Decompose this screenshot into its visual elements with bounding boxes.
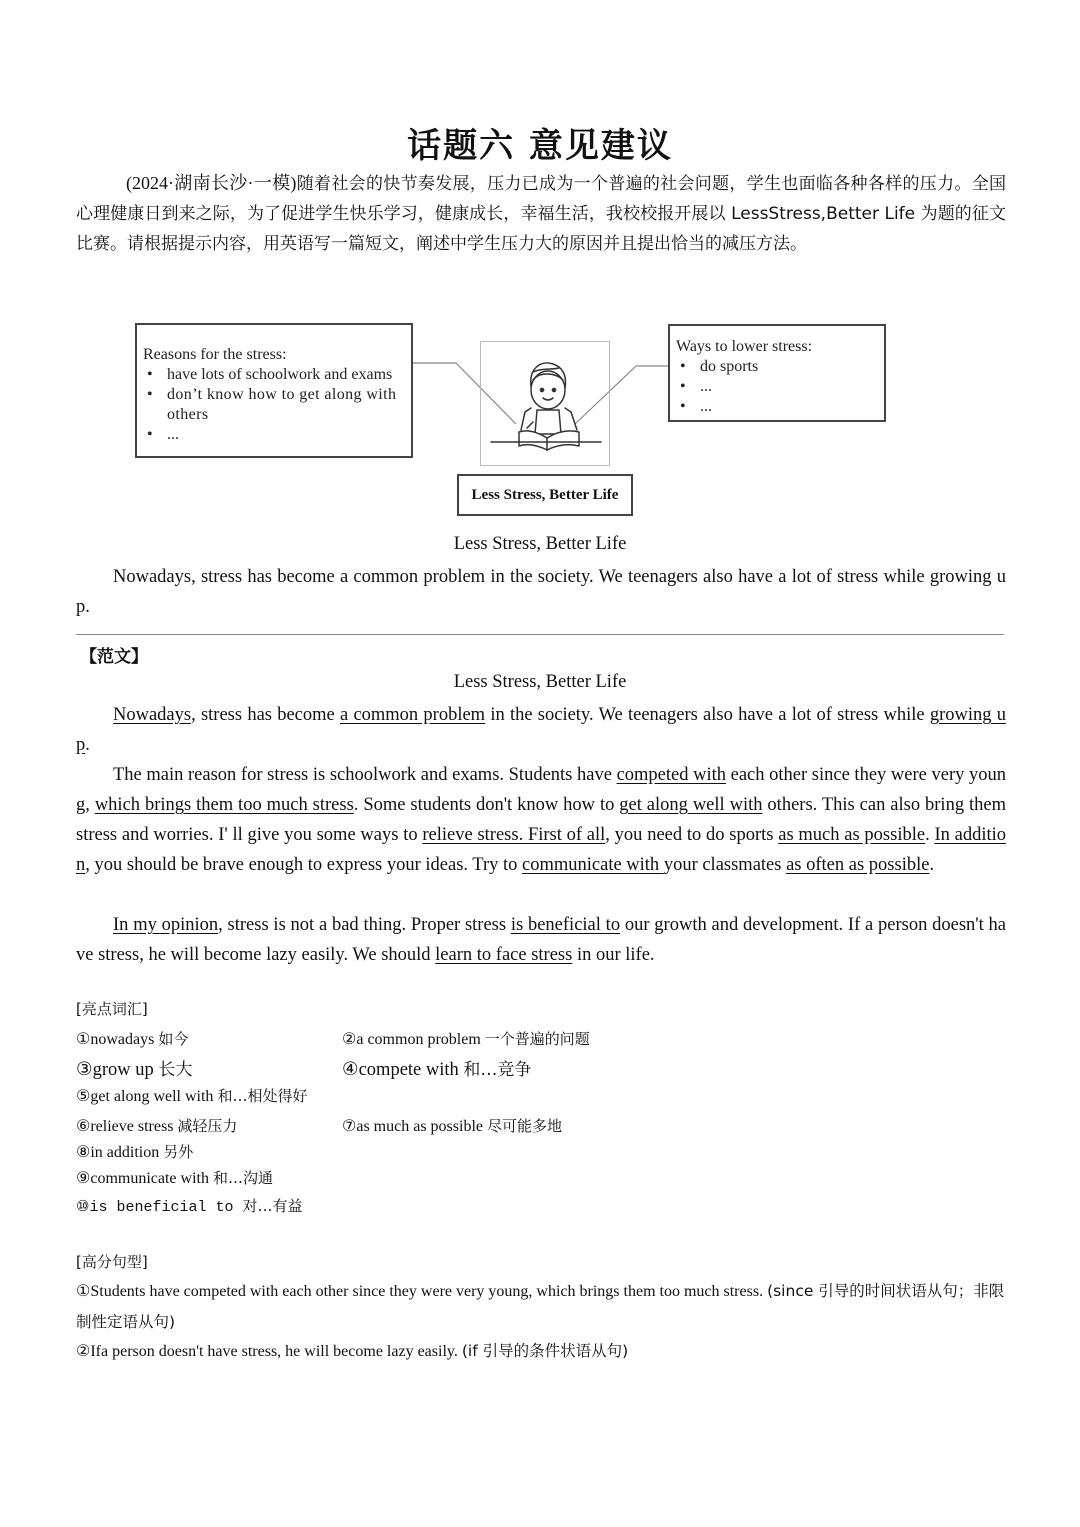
text-run: . Some students don't know how to — [353, 795, 620, 815]
text-run: The main reason for stress is schoolwork and exams. Students have — [113, 765, 617, 785]
vocab-en: is beneficial to — [89, 1199, 234, 1216]
ways-box — [668, 324, 886, 422]
highlight-phrase: relieve stress — [422, 825, 519, 845]
reasons-box — [135, 323, 413, 458]
model-title: Less Stress, Better Life — [453, 672, 627, 692]
task-source: (2024·湖南长沙·一模) — [126, 173, 297, 193]
sentences-label: [高分句型] — [76, 1253, 148, 1271]
highlight-phrase: . First of all — [518, 825, 606, 845]
figure-caption: Less Stress, Better Life — [457, 474, 633, 516]
vocab-en: communicate with — [90, 1170, 209, 1187]
vocab-num: ② — [342, 1031, 357, 1048]
reason-item: • have lots of schoolwork and exams — [167, 365, 411, 385]
text-run: . — [85, 735, 90, 755]
highlight-phrase: competed with — [616, 765, 726, 785]
highlight-phrase: as often as possible — [786, 855, 930, 875]
highlight-phrase: which brings them too much stress — [94, 795, 354, 815]
vocab-en: in addition — [90, 1144, 160, 1161]
text-run: , stress has become — [191, 705, 340, 725]
student-reading-icon — [481, 342, 609, 465]
text-run: our growth and development. If a person doesn't have stress, he will become lazy easily. We should — [76, 915, 1006, 965]
vocab-zh: 和…竞争 — [463, 1060, 532, 1080]
model-paragraph-1 — [76, 700, 1006, 760]
highlight-phrase: as much as possible — [778, 825, 926, 845]
vocab-item — [76, 1167, 273, 1188]
sentence-en: Ifa person doesn't have stress, he will become lazy easily. — [90, 1343, 458, 1360]
vocab-item — [76, 1115, 237, 1136]
vocab-item — [342, 1028, 590, 1049]
text-run: , you should be brave enough to express your ideas. Try to — [85, 855, 523, 875]
vocab-zh: 对…有益 — [242, 1197, 303, 1215]
task-text: 随着社会的快节奏发展，压力已成为一个普遍的社会问题，学生也面临各种各样的压力。全国心理健康日到来之际，为了促进学生快乐学习，健康成长，幸福生活，我校校报开展以 LessStress,Better Life 为题的征文比赛。请根据提示内容，用英语写一篇短文，阐述中学生压力大的原因并且提出恰当的减压方法。 — [76, 174, 1006, 254]
vocab-num: ① — [76, 1031, 91, 1048]
vocab-num: ⑤ — [76, 1088, 91, 1105]
divider — [76, 634, 1004, 635]
text-run: others. This can also bring them stress and worries. I' ll give you some ways to — [76, 795, 1006, 845]
sentence-num: ② — [76, 1343, 91, 1360]
vocab-zh: 减轻压力 — [177, 1117, 238, 1135]
vocab-zh: 长大 — [158, 1060, 193, 1080]
vocab-en: compete with — [358, 1060, 459, 1080]
model-paragraph-2 — [76, 760, 1006, 880]
vocab-zh: 一个普遍的问题 — [484, 1030, 590, 1048]
highlight-phrase: Nowadays — [113, 705, 192, 725]
vocab-zh: 另外 — [163, 1143, 194, 1161]
highlight-phrase: learn to face stress — [435, 945, 573, 965]
highlight-phrase: communicate with — [522, 855, 664, 875]
vocab-zh: 尽可能多地 — [487, 1117, 563, 1135]
vocab-en: nowadays — [90, 1031, 155, 1048]
text-run: . — [929, 855, 935, 875]
vocab-en: relieve stress — [90, 1118, 174, 1135]
highlight-phrase: growing up — [76, 705, 1006, 755]
vocab-num: ③ — [76, 1060, 93, 1080]
vocab-num: ④ — [342, 1060, 359, 1080]
vocab-item — [76, 1195, 303, 1216]
sentence-item — [76, 1276, 1006, 1338]
vocab-item — [76, 1055, 192, 1081]
vocab-num: ⑦ — [342, 1118, 357, 1135]
vocab-en: get along well with — [90, 1088, 214, 1105]
vocab-en: grow up — [92, 1060, 154, 1080]
vocab-zh: 和…相处得好 — [217, 1087, 308, 1105]
vocab-num: ⑧ — [76, 1144, 91, 1161]
highlight-phrase: is beneficial to — [510, 915, 621, 935]
model-label: 【范文】 — [80, 647, 148, 667]
text-run: your classmates — [663, 855, 787, 875]
reason-item: • don’t know how to get along with others — [167, 385, 411, 425]
text-run: . — [925, 825, 935, 845]
sentence-en: Students have competed with each other since they were very young, which brings them too much stress. — [90, 1283, 764, 1300]
highlight-phrase: In my opinion — [113, 915, 219, 935]
way-item: • ... — [700, 397, 884, 417]
model-paragraph-3 — [76, 910, 1006, 970]
prompt-essay-text: Nowadays, stress has become a common problem in the society. We teenagers also have a lot of stress while growing up. — [76, 567, 1006, 617]
text-run: , stress is not a bad thing. Proper stress — [218, 915, 511, 935]
vocab-item — [342, 1115, 562, 1136]
sentence-note: (since 引导的时间状语从句；非限制性定语从句) — [76, 1282, 1005, 1331]
text-run: each other since they were very young, — [76, 765, 1006, 815]
vocab-zh: 和…沟通 — [212, 1169, 273, 1187]
highlight-phrase: get along well with — [619, 795, 763, 815]
ways-heading: Ways to lower stress: — [676, 338, 813, 355]
text-run: , you need to do sports — [605, 825, 779, 845]
vocab-item — [342, 1055, 531, 1081]
reasons-heading: Reasons for the stress: — [143, 346, 287, 363]
vocab-zh: 如今 — [158, 1030, 189, 1048]
reason-item: • ... — [167, 425, 411, 445]
text-run: in the society. We teenagers also have a lot of stress while — [485, 705, 930, 725]
vocab-label: [亮点词汇] — [76, 1000, 148, 1018]
way-item: • ... — [700, 377, 884, 397]
highlight-phrase: a common problem — [339, 705, 486, 725]
vocab-en: a common problem — [356, 1031, 481, 1048]
vocab-num: ⑩ — [76, 1199, 90, 1216]
student-illustration — [480, 341, 610, 466]
sentence-item — [76, 1336, 1006, 1367]
vocab-num: ⑥ — [76, 1118, 91, 1135]
sentence-num: ① — [76, 1283, 91, 1300]
highlight-phrase: In addition — [76, 825, 1007, 875]
vocab-item — [76, 1085, 307, 1106]
sentence-note: (if 引导的条件状语从句) — [461, 1342, 629, 1360]
vocab-item — [76, 1141, 193, 1162]
vocab-num: ⑨ — [76, 1170, 91, 1187]
page-title: 话题六 意见建议 — [407, 126, 673, 166]
text-run: in our life. — [572, 945, 655, 965]
way-item: • do sports — [700, 357, 884, 377]
vocab-en: as much as possible — [356, 1118, 483, 1135]
prompt-essay-title: Less Stress, Better Life — [453, 534, 627, 554]
vocab-item — [76, 1028, 188, 1049]
